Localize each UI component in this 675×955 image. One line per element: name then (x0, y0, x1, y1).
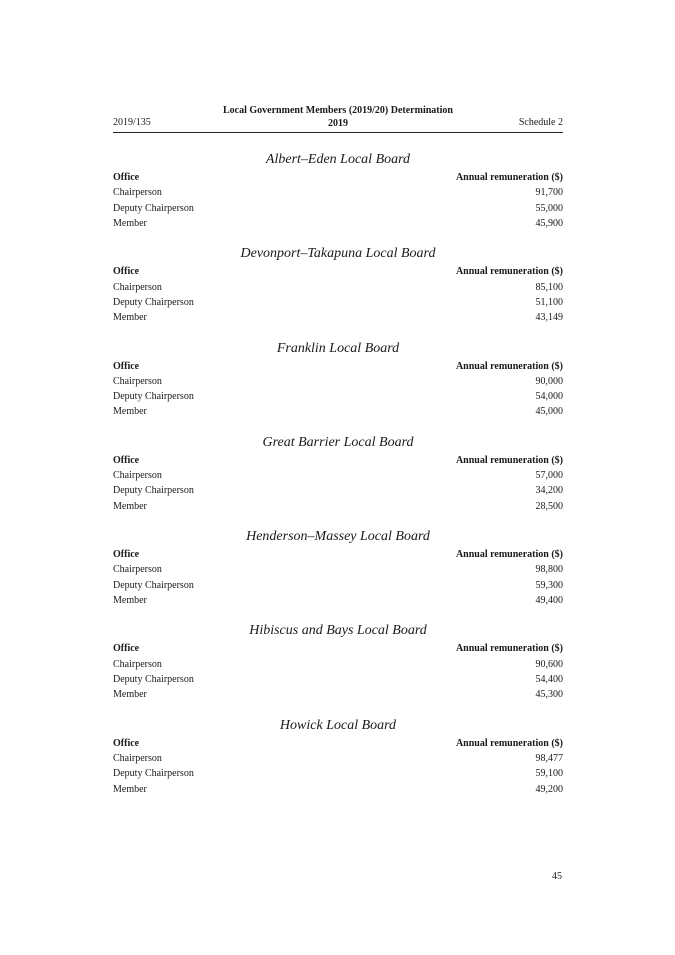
board-section (113, 151, 563, 245)
table-header-row (113, 264, 563, 279)
document-title (113, 104, 563, 130)
remuneration-cell: 54,000 (535, 391, 563, 403)
table-row (113, 687, 563, 702)
office-cell: Deputy Chairperson (113, 391, 194, 403)
office-column-header: Office (113, 172, 140, 183)
office-cell: Member (113, 595, 147, 607)
table-row (113, 672, 563, 687)
table-row (113, 766, 563, 781)
office-cell: Member (113, 783, 147, 795)
table-row (113, 468, 563, 483)
office-cell: Chairperson (113, 281, 162, 293)
table-row (113, 483, 563, 498)
table-header-row (113, 736, 563, 751)
office-cell: Chairperson (113, 658, 162, 670)
board-section (113, 622, 563, 716)
office-column-header: Office (113, 643, 140, 655)
table-header-row (113, 453, 563, 468)
table-row (113, 374, 563, 389)
remuneration-cell: 59,300 (535, 579, 563, 591)
office-cell: Deputy Chairperson (113, 674, 194, 686)
act-number: 2019/135 (113, 117, 151, 128)
table-row (113, 593, 563, 608)
board-title: Hibiscus and Bays Local Board (249, 623, 427, 639)
office-cell: Chairperson (113, 753, 162, 765)
board-title: Great Barrier Local Board (262, 434, 414, 450)
remuneration-cell: 91,700 (535, 187, 563, 199)
table-row (113, 389, 563, 404)
office-cell: Deputy Chairperson (113, 579, 194, 591)
table-row (113, 295, 563, 310)
table-row (113, 657, 563, 672)
remuneration-column-header: Annual remuneration ($) (455, 643, 563, 655)
remuneration-cell: 90,600 (535, 658, 563, 670)
remuneration-cell: 98,477 (535, 753, 563, 765)
remuneration-cell: 43,149 (535, 312, 563, 324)
office-cell: Chairperson (113, 470, 162, 482)
remuneration-column-header: Annual remuneration ($) (455, 454, 563, 466)
table-row (113, 562, 563, 577)
remuneration-column-header: Annual remuneration ($) (455, 549, 563, 561)
remuneration-column-header: Annual remuneration ($) (455, 360, 563, 372)
table-row (113, 782, 563, 797)
remuneration-cell: 98,800 (535, 564, 563, 576)
table-header-row (113, 547, 563, 562)
office-column-header: Office (113, 266, 140, 278)
page-header (113, 104, 563, 133)
remuneration-cell: 49,200 (535, 783, 563, 795)
office-cell: Deputy Chairperson (113, 768, 194, 780)
table-row (113, 216, 563, 231)
board-title: Devonport–Takapuna Local Board (240, 246, 436, 262)
table-row (113, 280, 563, 295)
office-cell: Deputy Chairperson (113, 485, 194, 497)
table-row (113, 185, 563, 200)
office-cell: Deputy Chairperson (113, 296, 194, 308)
office-cell: Chairperson (113, 564, 162, 576)
table-header-row (113, 170, 563, 185)
document-title-line-2: 2019 (328, 118, 348, 129)
schedule-label: Schedule 2 (518, 117, 563, 128)
board-section (113, 717, 563, 811)
table-row (113, 310, 563, 325)
boards-list (113, 151, 563, 811)
office-column-header: Office (113, 360, 140, 372)
board-title: Franklin Local Board (276, 340, 400, 356)
table-header-row (113, 641, 563, 656)
board-section (113, 528, 563, 622)
table-row (113, 751, 563, 766)
board-section (113, 245, 563, 339)
office-cell: Chairperson (113, 375, 162, 387)
office-column-header: Office (113, 549, 140, 561)
office-cell: Member (113, 689, 147, 701)
table-row (113, 578, 563, 593)
board-title: Albert–Eden Local Board (265, 152, 411, 167)
remuneration-cell: 49,400 (535, 595, 563, 607)
office-cell: Deputy Chairperson (113, 202, 194, 214)
office-cell: Member (113, 217, 147, 229)
board-title: Howick Local Board (279, 717, 397, 733)
remuneration-column-header: Annual remuneration ($) (455, 737, 563, 749)
remuneration-cell: 90,000 (535, 375, 563, 387)
remuneration-cell: 28,500 (535, 500, 563, 512)
remuneration-column-header: Annual remuneration ($) (455, 266, 563, 278)
remuneration-cell: 34,200 (535, 485, 563, 497)
remuneration-cell: 57,000 (535, 470, 563, 482)
board-section (113, 340, 563, 434)
page-number: 45 (552, 871, 562, 882)
office-cell: Member (113, 406, 147, 418)
remuneration-column-header: Annual remuneration ($) (455, 172, 563, 183)
table-header-row (113, 359, 563, 374)
table-row (113, 404, 563, 419)
board-section (113, 434, 563, 528)
table-row (113, 201, 563, 216)
remuneration-cell: 51,100 (535, 296, 563, 308)
document-title-line-1: Local Government Members (2019/20) Determination (223, 105, 453, 116)
office-column-header: Office (113, 454, 140, 466)
office-column-header: Office (113, 737, 140, 749)
remuneration-cell: 45,900 (535, 217, 563, 229)
remuneration-cell: 55,000 (535, 202, 563, 214)
office-cell: Member (113, 500, 147, 512)
remuneration-cell: 54,400 (535, 674, 563, 686)
remuneration-cell: 45,300 (535, 689, 563, 701)
remuneration-cell: 85,100 (535, 281, 563, 293)
office-cell: Chairperson (113, 187, 162, 199)
remuneration-cell: 45,000 (535, 406, 563, 418)
board-title: Henderson–Massey Local Board (246, 529, 430, 545)
office-cell: Member (113, 312, 147, 324)
remuneration-cell: 59,100 (535, 768, 563, 780)
table-row (113, 499, 563, 514)
